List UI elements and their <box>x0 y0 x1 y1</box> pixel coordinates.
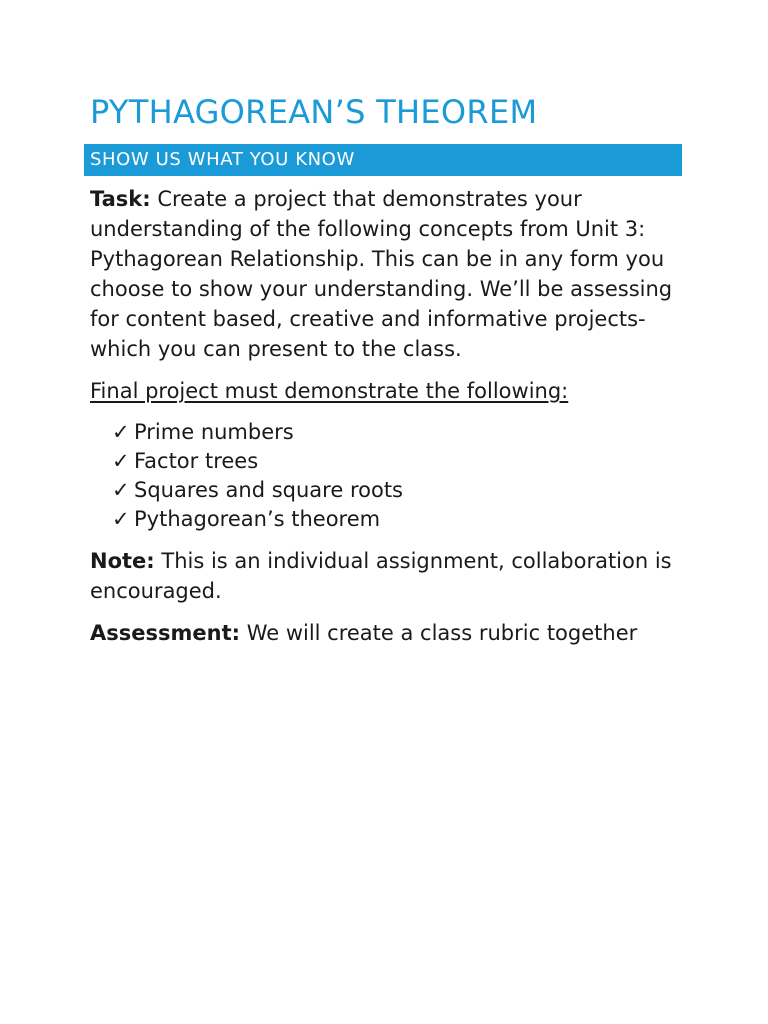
list-item-label: Prime numbers <box>134 420 294 444</box>
check-icon: ✓ <box>112 507 130 531</box>
check-icon: ✓ <box>112 449 130 473</box>
task-text: Create a project that demonstrates your understanding of the following concepts from Unit 3: Pythagorean Relationship. This can be in any form you choose to show your understanding. We’ll be assessing for content based, creative and informative projects- which you can present to the class. <box>90 187 673 361</box>
list-item <box>112 447 690 476</box>
check-icon: ✓ <box>112 478 130 502</box>
task-label: Task: <box>90 187 151 211</box>
task-paragraph <box>90 184 690 364</box>
assessment-paragraph <box>90 618 690 648</box>
page-title: PYTHAGOREAN’S THEOREM <box>90 93 538 131</box>
list-item-label: Pythagorean’s theorem <box>134 507 381 531</box>
note-label: Note: <box>90 549 155 573</box>
note-text: This is an individual assignment, collaboration is encouraged. <box>90 549 672 603</box>
section-banner: SHOW US WHAT YOU KNOW <box>84 144 682 176</box>
requirements-list <box>90 418 690 534</box>
check-icon: ✓ <box>112 420 130 444</box>
list-item <box>112 418 690 447</box>
requirements-heading: Final project must demonstrate the following: <box>90 379 569 403</box>
document-body <box>90 184 690 660</box>
list-item-label: Factor trees <box>134 449 259 473</box>
list-item <box>112 476 690 505</box>
list-item-label: Squares and square roots <box>134 478 403 502</box>
list-item <box>112 505 690 534</box>
assessment-text: We will create a class rubric together <box>240 621 638 645</box>
assessment-label: Assessment: <box>90 621 241 645</box>
note-paragraph <box>90 546 690 606</box>
